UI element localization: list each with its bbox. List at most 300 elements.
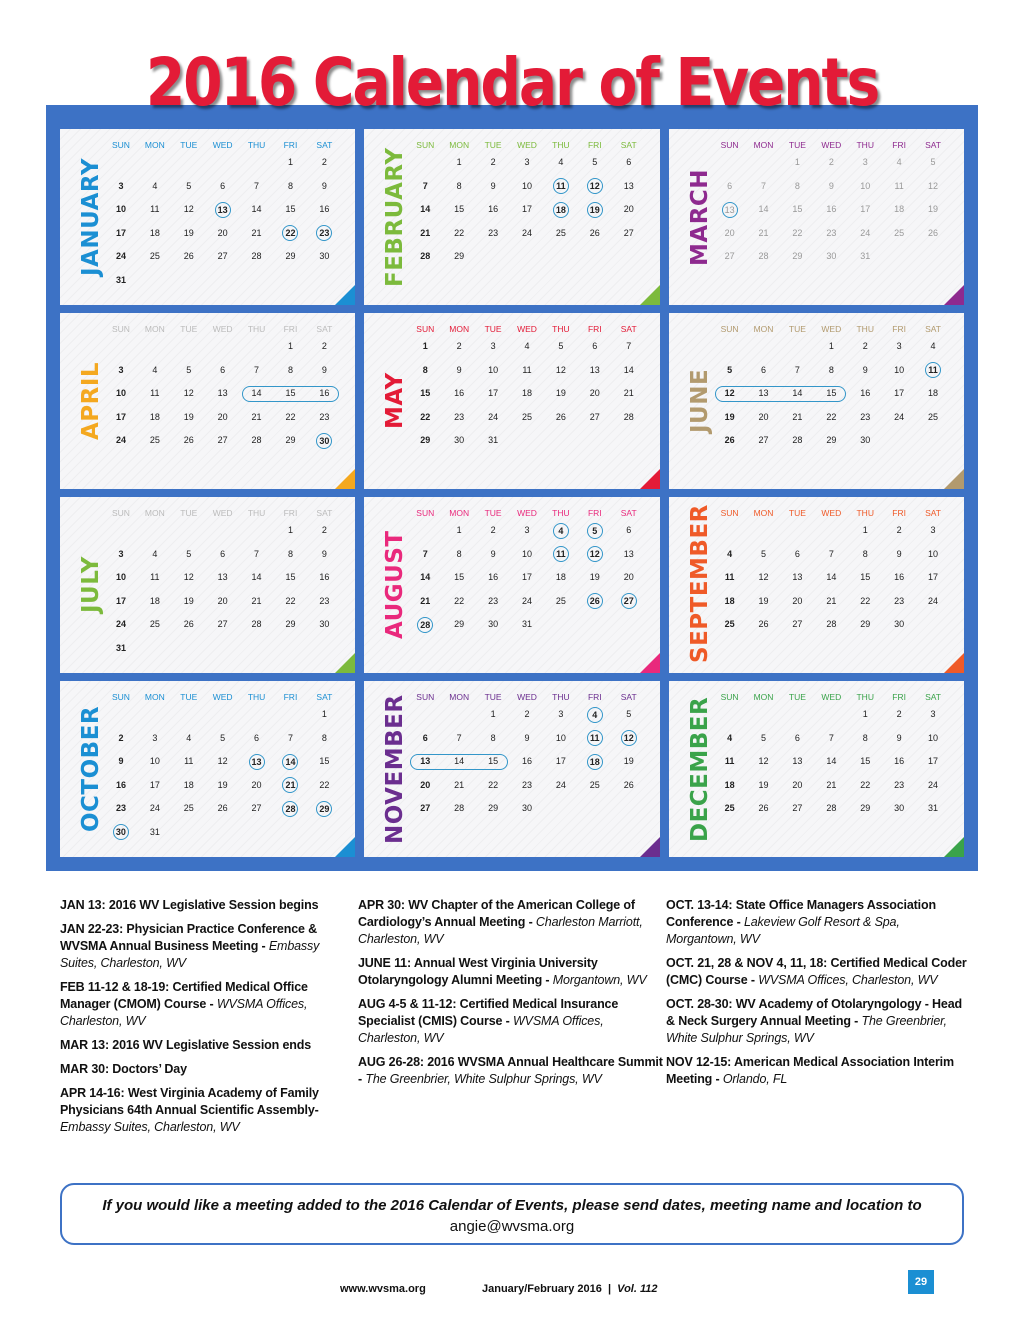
day-header: TUE	[788, 324, 806, 334]
week-row	[713, 543, 950, 567]
week-row	[408, 245, 645, 269]
submission-note	[60, 1183, 964, 1245]
day-header: TUE	[180, 324, 198, 334]
day-cell: 30	[521, 803, 532, 813]
day-header: FRI	[892, 508, 906, 518]
day-cell: 12	[758, 572, 769, 582]
day-cell: 2	[896, 525, 902, 535]
week-row	[713, 703, 950, 727]
day-cell: 30	[319, 619, 330, 629]
day-header: THU	[856, 324, 874, 334]
day-header: TUE	[180, 692, 198, 702]
month-name: AUGUST	[382, 530, 409, 640]
day-headers	[713, 507, 950, 519]
corner-accent	[640, 653, 660, 673]
day-cell: 1	[456, 525, 462, 535]
day-cell: 5	[626, 709, 632, 719]
day-cell	[307, 797, 341, 821]
month-name: NOVEMBER	[382, 694, 409, 844]
day-cell: 19	[928, 204, 939, 214]
day-cell: 6	[727, 180, 733, 191]
day-cell: 27	[792, 619, 803, 629]
highlighted-day: 11	[553, 546, 569, 562]
day-cell: 12	[183, 204, 194, 214]
day-cell	[544, 543, 578, 567]
day-cell: 2	[321, 341, 327, 351]
day-cell: 2	[490, 525, 496, 535]
day-cell: 30	[319, 251, 330, 261]
day-cell: 16	[894, 572, 905, 582]
day-cell: 27	[251, 803, 262, 813]
day-cell: 15	[285, 204, 296, 214]
day-cell: 26	[724, 435, 735, 445]
day-cell: 16	[115, 779, 126, 790]
day-cell: 2	[321, 157, 327, 167]
month-days	[408, 507, 645, 637]
day-cell: 10	[521, 180, 532, 191]
day-cell: 22	[285, 595, 296, 606]
day-cell: 29	[420, 435, 431, 445]
day-cell: 23	[860, 411, 871, 422]
day-header: TUE	[788, 508, 806, 518]
day-cell: 25	[928, 411, 939, 422]
day-cell: 20	[623, 572, 634, 582]
day-cell: 21	[826, 779, 837, 790]
highlighted-day: 22	[282, 225, 298, 241]
day-headers	[713, 139, 950, 151]
day-cell	[274, 797, 308, 821]
day-header: SAT	[925, 324, 941, 334]
day-cell	[307, 222, 341, 246]
month-days	[408, 139, 645, 269]
day-cell: 21	[420, 227, 431, 238]
day-cell: 6	[626, 525, 632, 535]
day-cell: 12	[183, 388, 194, 398]
day-cell: 14	[826, 756, 837, 766]
month-august	[364, 497, 659, 673]
day-cell: 6	[220, 548, 226, 559]
day-cell: 5	[761, 548, 767, 559]
week-row	[408, 198, 645, 222]
highlighted-day: 23	[316, 225, 332, 241]
day-cell: 4	[558, 157, 564, 167]
day-cell: 10	[149, 756, 160, 766]
week-row	[408, 406, 645, 430]
week-row	[104, 566, 341, 590]
highlighted-range	[242, 386, 340, 402]
day-cell: 25	[149, 251, 160, 261]
day-cell: 9	[321, 548, 327, 559]
day-cell: 6	[422, 732, 428, 743]
highlighted-day: 27	[621, 593, 637, 609]
event-location: WVSMA Offices, Charleston, WV	[60, 997, 308, 1028]
day-cell: 25	[149, 619, 160, 629]
day-cell	[408, 613, 442, 637]
day-cell: 23	[488, 227, 499, 238]
month-july	[60, 497, 355, 673]
day-cell: 2	[828, 157, 834, 167]
day-header: WED	[517, 692, 537, 702]
day-cell: 25	[894, 227, 905, 238]
day-cell: 16	[319, 572, 330, 582]
day-cell: 4	[186, 732, 192, 743]
day-cell: 9	[118, 756, 124, 766]
day-cell: 20	[623, 204, 634, 214]
day-cell: 3	[862, 157, 868, 167]
day-cell: 1	[862, 709, 868, 719]
week-row	[408, 727, 645, 751]
day-cell: 22	[454, 595, 465, 606]
day-header: MON	[144, 140, 165, 150]
day-cell: 25	[521, 411, 532, 422]
day-cell: 26	[758, 803, 769, 813]
day-cell: 30	[454, 435, 465, 445]
month-name: JULY	[78, 556, 104, 614]
month-days	[408, 323, 645, 453]
corner-accent	[944, 469, 964, 489]
day-cell: 8	[456, 548, 462, 559]
day-cell	[544, 175, 578, 199]
day-cell: 24	[521, 227, 532, 238]
day-cell: 12	[758, 756, 769, 766]
day-cell: 10	[860, 180, 871, 191]
month-january	[60, 129, 355, 305]
day-cell: 30	[894, 619, 905, 629]
day-header: WED	[821, 140, 842, 150]
day-cell: 5	[220, 732, 226, 743]
day-cell: 7	[254, 180, 260, 191]
day-cell: 7	[422, 180, 428, 191]
day-cell: 29	[454, 619, 465, 629]
day-header: MON	[449, 140, 470, 150]
day-cell: 21	[623, 388, 634, 398]
day-cell: 31	[115, 274, 126, 285]
highlighted-day: 19	[587, 202, 603, 218]
day-cell: 3	[118, 180, 124, 191]
week-row	[104, 269, 341, 293]
event-title: MAR 13: 2016 WV Legislative Session ends	[60, 1038, 312, 1052]
day-header: MON	[449, 692, 470, 702]
day-cell: 5	[761, 732, 767, 743]
day-cell: 13	[792, 756, 803, 766]
day-cell: 8	[456, 180, 462, 191]
week-row	[713, 151, 950, 175]
day-cell: 12	[724, 388, 735, 398]
day-cell: 17	[115, 411, 126, 422]
day-cell: 3	[930, 709, 936, 719]
week-row	[408, 703, 645, 727]
day-cell: 24	[894, 411, 905, 422]
day-cell: 2	[862, 341, 868, 351]
footer-volume: Vol. 112	[617, 1283, 658, 1295]
highlighted-day: 30	[316, 433, 332, 449]
week-row	[104, 797, 341, 821]
day-cell	[612, 727, 646, 751]
highlighted-day: 12	[621, 730, 637, 746]
day-header: THU	[856, 140, 874, 150]
day-cell: 15	[826, 388, 837, 398]
day-cell: 21	[826, 595, 837, 606]
day-cell: 28	[420, 251, 431, 261]
event-title: JUNE 11: Annual West Virginia University Otolaryngology Alumni Meeting -	[358, 956, 598, 987]
day-cell: 29	[488, 803, 499, 813]
day-cell: 26	[183, 435, 194, 445]
day-cell: 18	[149, 595, 160, 606]
week-row	[104, 429, 341, 453]
day-cell: 28	[251, 619, 262, 629]
highlighted-day: 5	[587, 523, 603, 539]
day-headers	[104, 507, 341, 519]
day-cell: 27	[420, 803, 431, 813]
day-cell: 26	[758, 619, 769, 629]
day-cell: 25	[724, 803, 735, 813]
day-header: THU	[856, 692, 874, 702]
day-cell: 15	[860, 572, 871, 582]
day-cell: 20	[792, 595, 803, 606]
day-headers	[408, 139, 645, 151]
day-header: WED	[212, 324, 233, 334]
month-name: OCTOBER	[78, 705, 104, 833]
week-row	[408, 590, 645, 614]
week-row	[104, 198, 341, 222]
event-location: The Greenbrier, White Sulphur Springs, WV	[365, 1072, 602, 1086]
day-cell: 10	[521, 548, 532, 559]
month-october	[60, 681, 355, 857]
highlighted-day: 11	[587, 730, 603, 746]
day-cell	[274, 222, 308, 246]
day-cell: 3	[118, 364, 124, 375]
day-cell: 2	[524, 709, 530, 719]
day-cell: 21	[251, 595, 262, 606]
day-cell: 1	[287, 525, 293, 535]
day-cell: 3	[152, 732, 158, 743]
day-cell: 8	[828, 364, 834, 375]
corner-accent	[335, 653, 355, 673]
day-cell	[307, 429, 341, 453]
day-header: FRI	[892, 324, 906, 334]
day-cell: 19	[589, 572, 600, 582]
day-cell: 25	[555, 227, 566, 238]
day-cell: 13	[758, 388, 769, 398]
day-cell: 10	[488, 364, 499, 375]
day-cell: 3	[896, 341, 902, 351]
day-cell: 12	[217, 756, 228, 766]
day-header: FRI	[283, 508, 298, 518]
week-row	[408, 151, 645, 175]
event-item	[666, 897, 970, 948]
note-email-link[interactable]: angie@wvsma.org	[449, 1218, 575, 1235]
day-cell: 2	[456, 341, 462, 351]
day-cell: 13	[623, 548, 634, 559]
event-title: JAN 13: 2016 WV Legislative Session begins	[60, 898, 319, 912]
day-headers	[408, 691, 645, 703]
day-headers	[104, 323, 341, 335]
event-title: AUG 26-28: 2016 WVSMA Annual Healthcare Summit -	[358, 1055, 663, 1086]
highlighted-day: 29	[316, 801, 332, 817]
event-item	[60, 1085, 358, 1136]
month-april	[60, 313, 355, 489]
event-item	[60, 897, 358, 914]
day-cell: 15	[454, 204, 465, 214]
week-row	[104, 637, 341, 661]
day-cell: 11	[150, 572, 160, 582]
week-row	[104, 382, 341, 406]
day-header: SUN	[416, 692, 435, 702]
day-cell: 1	[422, 341, 428, 351]
highlighted-day: 4	[553, 523, 569, 539]
week-row	[713, 613, 950, 637]
day-header: THU	[552, 324, 570, 334]
day-cell: 17	[488, 388, 499, 398]
event-location: The Greenbrier, White Sulphur Springs, WV	[666, 1014, 947, 1045]
highlighted-day: 30	[113, 824, 129, 840]
corner-accent	[335, 285, 355, 305]
day-cell: 6	[254, 732, 260, 743]
event-location: Embassy Suites, Charleston, WV	[60, 939, 320, 970]
note-text: If you would like a meeting added to the 2016 Calendar of Events, please send dates, meeting name and location to	[102, 1197, 922, 1214]
day-cell: 10	[928, 732, 939, 743]
day-cell: 15	[319, 756, 330, 766]
day-cell: 9	[828, 180, 834, 191]
day-cell: 16	[319, 388, 330, 398]
day-cell: 30	[488, 619, 499, 629]
month-days	[713, 691, 950, 821]
day-cell: 16	[488, 204, 499, 214]
day-cell: 27	[217, 251, 228, 261]
event-title: FEB 11-12 & 18-19: Certified Medical Office Manager (CMOM) Course -	[60, 980, 308, 1011]
event-item	[60, 1037, 358, 1054]
footer-site-link[interactable]: www.wvsma.org	[340, 1283, 426, 1295]
day-header: TUE	[180, 508, 198, 518]
events-column-2	[358, 897, 666, 1143]
month-days	[104, 139, 341, 292]
day-cell: 12	[928, 180, 939, 191]
week-row	[104, 750, 341, 774]
day-cell: 17	[928, 756, 939, 766]
highlighted-day: 11	[925, 362, 941, 378]
day-cell: 10	[555, 732, 566, 743]
day-header: FRI	[587, 324, 602, 334]
corner-accent	[640, 469, 660, 489]
week-row	[713, 335, 950, 359]
day-header: SUN	[720, 140, 739, 150]
day-cell: 18	[724, 595, 735, 606]
day-header: SUN	[720, 508, 739, 518]
day-header: SAT	[925, 692, 941, 702]
day-cell: 25	[724, 619, 735, 629]
day-cell: 21	[454, 779, 465, 790]
week-row	[104, 245, 341, 269]
day-cell: 16	[521, 756, 532, 766]
day-cell	[612, 590, 646, 614]
highlighted-day: 21	[282, 777, 298, 793]
day-cell: 8	[287, 548, 293, 559]
day-cell: 7	[254, 548, 260, 559]
day-header: SUN	[416, 324, 435, 334]
day-cell: 7	[828, 732, 834, 743]
day-cell: 3	[524, 525, 530, 535]
day-cell: 9	[490, 548, 496, 559]
day-header: SAT	[620, 692, 637, 702]
month-name: MAY	[382, 372, 409, 430]
day-cell: 23	[488, 595, 499, 606]
day-cell: 8	[490, 732, 496, 743]
event-item	[60, 921, 358, 972]
day-cell: 24	[928, 779, 939, 790]
day-cell: 25	[183, 803, 194, 813]
day-cell: 20	[792, 779, 803, 790]
day-header: WED	[212, 508, 233, 518]
day-cell: 20	[217, 411, 228, 422]
day-cell: 23	[894, 595, 905, 606]
day-cell: 9	[896, 548, 902, 559]
day-cell: 22	[826, 411, 837, 422]
day-header: WED	[821, 692, 842, 702]
week-row	[713, 750, 950, 774]
day-cell: 11	[184, 756, 194, 766]
day-cell: 22	[319, 779, 330, 790]
week-row	[408, 774, 645, 798]
day-headers	[104, 139, 341, 151]
day-cell: 3	[558, 709, 564, 719]
event-title: OCT. 21, 28 & NOV 4, 11, 18: Certified Medical Coder (CMC) Course -	[666, 956, 967, 987]
day-cell: 15	[285, 572, 296, 582]
highlighted-range	[410, 754, 508, 770]
day-cell: 22	[792, 227, 803, 238]
day-header: MON	[753, 692, 774, 702]
day-cell: 27	[217, 435, 228, 445]
events-column-3	[666, 897, 970, 1143]
day-cell: 20	[758, 411, 769, 422]
month-december	[669, 681, 964, 857]
day-headers	[713, 691, 950, 703]
day-header: FRI	[283, 692, 298, 702]
day-cell: 10	[928, 548, 939, 559]
highlighted-day: 12	[587, 178, 603, 194]
day-cell: 29	[285, 619, 296, 629]
event-item	[60, 979, 358, 1030]
event-item	[60, 1061, 358, 1078]
day-cell: 10	[894, 364, 905, 375]
day-cell: 29	[860, 619, 871, 629]
day-cell	[274, 750, 308, 774]
event-item	[358, 955, 666, 989]
day-header: MON	[144, 324, 165, 334]
day-cell: 9	[456, 364, 462, 375]
corner-accent	[640, 837, 660, 857]
day-cell: 30	[860, 435, 871, 445]
day-header: SUN	[416, 508, 435, 518]
day-cell: 19	[623, 756, 634, 766]
day-cell: 1	[862, 525, 868, 535]
week-row	[104, 590, 341, 614]
day-cell: 5	[727, 364, 733, 375]
corner-accent	[944, 837, 964, 857]
day-cell: 9	[524, 732, 530, 743]
day-cell: 16	[860, 388, 871, 398]
day-cell: 19	[758, 779, 769, 790]
day-cell: 11	[522, 364, 532, 375]
page-title: 2016 Calendar of Events	[145, 44, 879, 121]
day-cell: 25	[555, 595, 566, 606]
day-header: WED	[517, 140, 537, 150]
day-cell	[274, 774, 308, 798]
week-row	[104, 222, 341, 246]
highlighted-day: 12	[587, 546, 603, 562]
month-march	[669, 129, 964, 305]
event-location: Orlando, FL	[722, 1072, 788, 1086]
day-cell: 8	[321, 732, 327, 743]
